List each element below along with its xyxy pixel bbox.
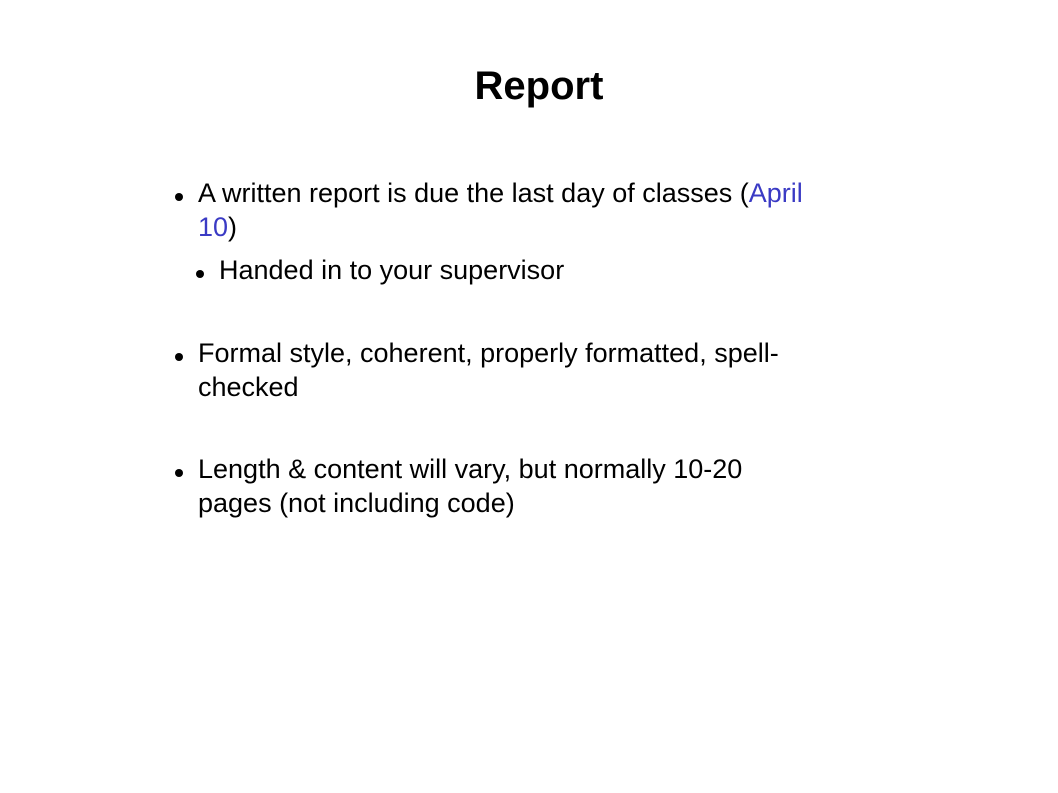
bullet-style bbox=[198, 336, 998, 404]
bullet-length bbox=[198, 452, 998, 520]
bullet-dot-icon bbox=[175, 469, 183, 477]
slide-title: Report bbox=[474, 64, 604, 108]
bullet-line bbox=[198, 210, 998, 244]
date-highlight: April bbox=[748, 178, 803, 208]
bullet-dot-icon bbox=[175, 193, 183, 201]
bullet-text: pages (not including code) bbox=[198, 488, 515, 518]
bullet-text: ) bbox=[228, 212, 238, 242]
bullet-text: A written report is due the last day of classes ( bbox=[198, 178, 749, 208]
bullet-line bbox=[198, 176, 998, 210]
bullet-dot-icon bbox=[175, 353, 183, 361]
bullet-text: Formal style, coherent, properly formatted, spell- bbox=[198, 338, 779, 368]
bullet-dot-icon bbox=[196, 270, 204, 278]
sub-bullet-supervisor bbox=[219, 253, 999, 287]
bullet-text: checked bbox=[198, 372, 299, 402]
bullet-text: Handed in to your supervisor bbox=[219, 255, 565, 285]
bullet-text: Length & content will vary, but normally 10-20 bbox=[198, 454, 743, 484]
bullet-due-date bbox=[198, 176, 998, 244]
date-highlight: 10 bbox=[198, 212, 229, 242]
